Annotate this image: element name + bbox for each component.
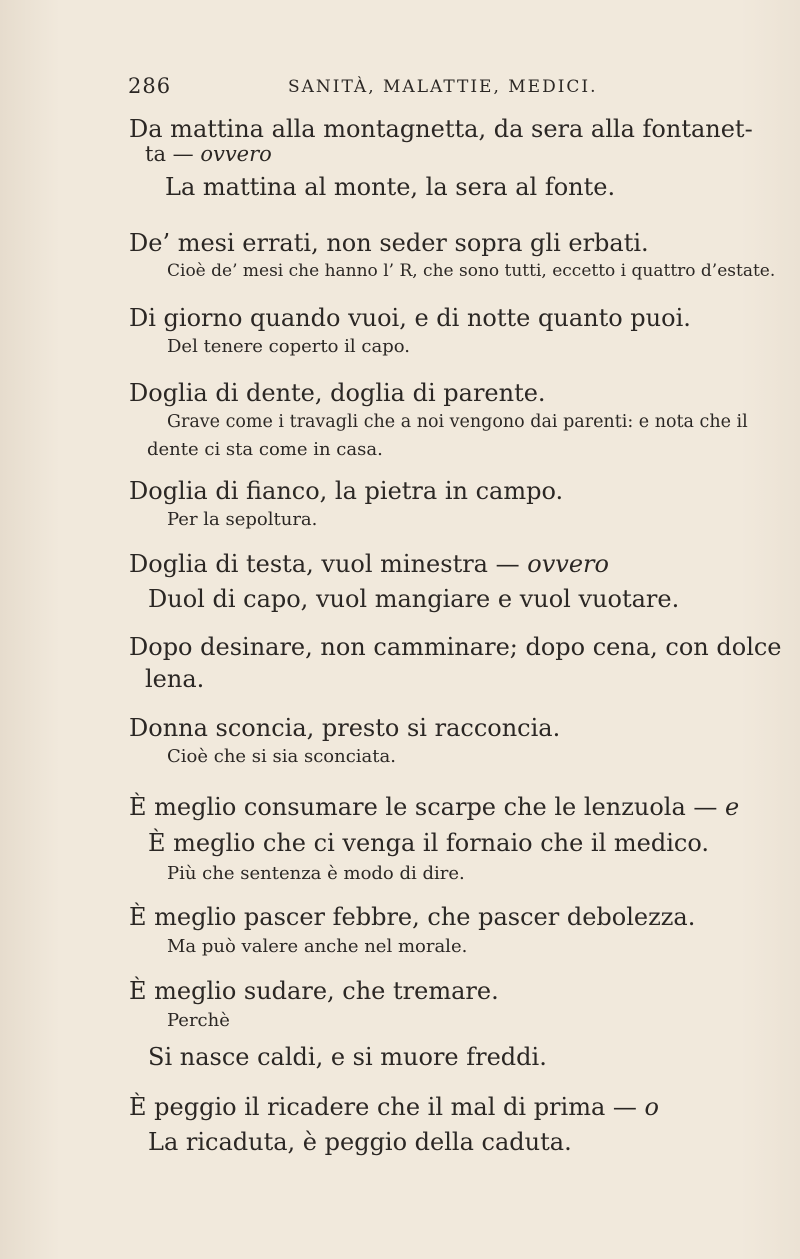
proverb-note: dente ci sta come in casa.: [147, 439, 383, 460]
proverb-line: lena.: [145, 665, 205, 693]
proverb-line: [129, 550, 609, 578]
proverb-line: [129, 793, 739, 821]
proverb-note: Perchè: [167, 1010, 230, 1031]
proverb-variant: La mattina al monte, la sera al fonte.: [165, 173, 616, 201]
proverb-note: Del tenere coperto il capo.: [167, 336, 410, 357]
proverb-connector: ovvero: [527, 550, 609, 578]
running-head: SANITÀ, MALATTIE, MEDICI.: [288, 77, 598, 97]
proverb-line: Dopo desinare, non camminare; dopo cena, con dolce: [129, 633, 782, 661]
proverb-note: Più che sentenza è modo di dire.: [167, 863, 465, 884]
proverb-note: Cioè che si sia sconciata.: [167, 746, 396, 767]
proverb-connector: e: [725, 793, 740, 821]
proverb-variant: È meglio che ci venga il fornaio che il medico.: [148, 829, 710, 857]
proverb-text: È meglio consumare le scarpe che le lenzuola —: [129, 793, 726, 821]
proverb-variant: La ricaduta, è peggio della caduta.: [148, 1128, 572, 1156]
page-header: [128, 74, 648, 104]
proverb: Di giorno quando vuoi, e di notte quanto puoi.: [129, 304, 691, 332]
proverb-text: ta —: [145, 142, 201, 166]
proverb-line: [129, 1093, 659, 1121]
proverb-note: Per la sepoltura.: [167, 509, 318, 530]
proverb-variant: Duol di capo, vuol mangiare e vuol vuotare.: [148, 585, 680, 613]
proverb-note: Grave come i travagli che a noi vengono dai parenti: e nota che il: [167, 412, 748, 432]
proverb: Donna sconcia, presto si racconcia.: [129, 714, 561, 742]
proverb-line: Da mattina alla montagnetta, da sera alla fontanet-: [129, 115, 753, 143]
proverb: Doglia di dente, doglia di parente.: [129, 379, 546, 407]
proverb-note: Cioè de’ mesi che hanno l’ R, che sono tutti, eccetto i quattro d’estate.: [167, 261, 776, 281]
proverb-connector: ovvero: [200, 142, 272, 166]
proverb-text: È peggio il ricadere che il mal di prima —: [129, 1093, 645, 1121]
proverb: Doglia di fianco, la pietra in campo.: [129, 477, 564, 505]
page-number: 286: [128, 74, 172, 98]
proverb-line: [145, 142, 272, 166]
proverb: È meglio sudare, che tremare.: [129, 977, 499, 1005]
proverb-connector: o: [644, 1093, 659, 1121]
proverb: È meglio pascer febbre, che pascer debolezza.: [129, 903, 696, 931]
proverb-note: Ma può valere anche nel morale.: [167, 936, 468, 957]
proverb-variant: Si nasce caldi, e si muore freddi.: [148, 1043, 547, 1071]
proverb-text: Doglia di testa, vuol minestra —: [129, 550, 528, 578]
proverb: De’ mesi errati, non seder sopra gli erbati.: [129, 229, 649, 257]
